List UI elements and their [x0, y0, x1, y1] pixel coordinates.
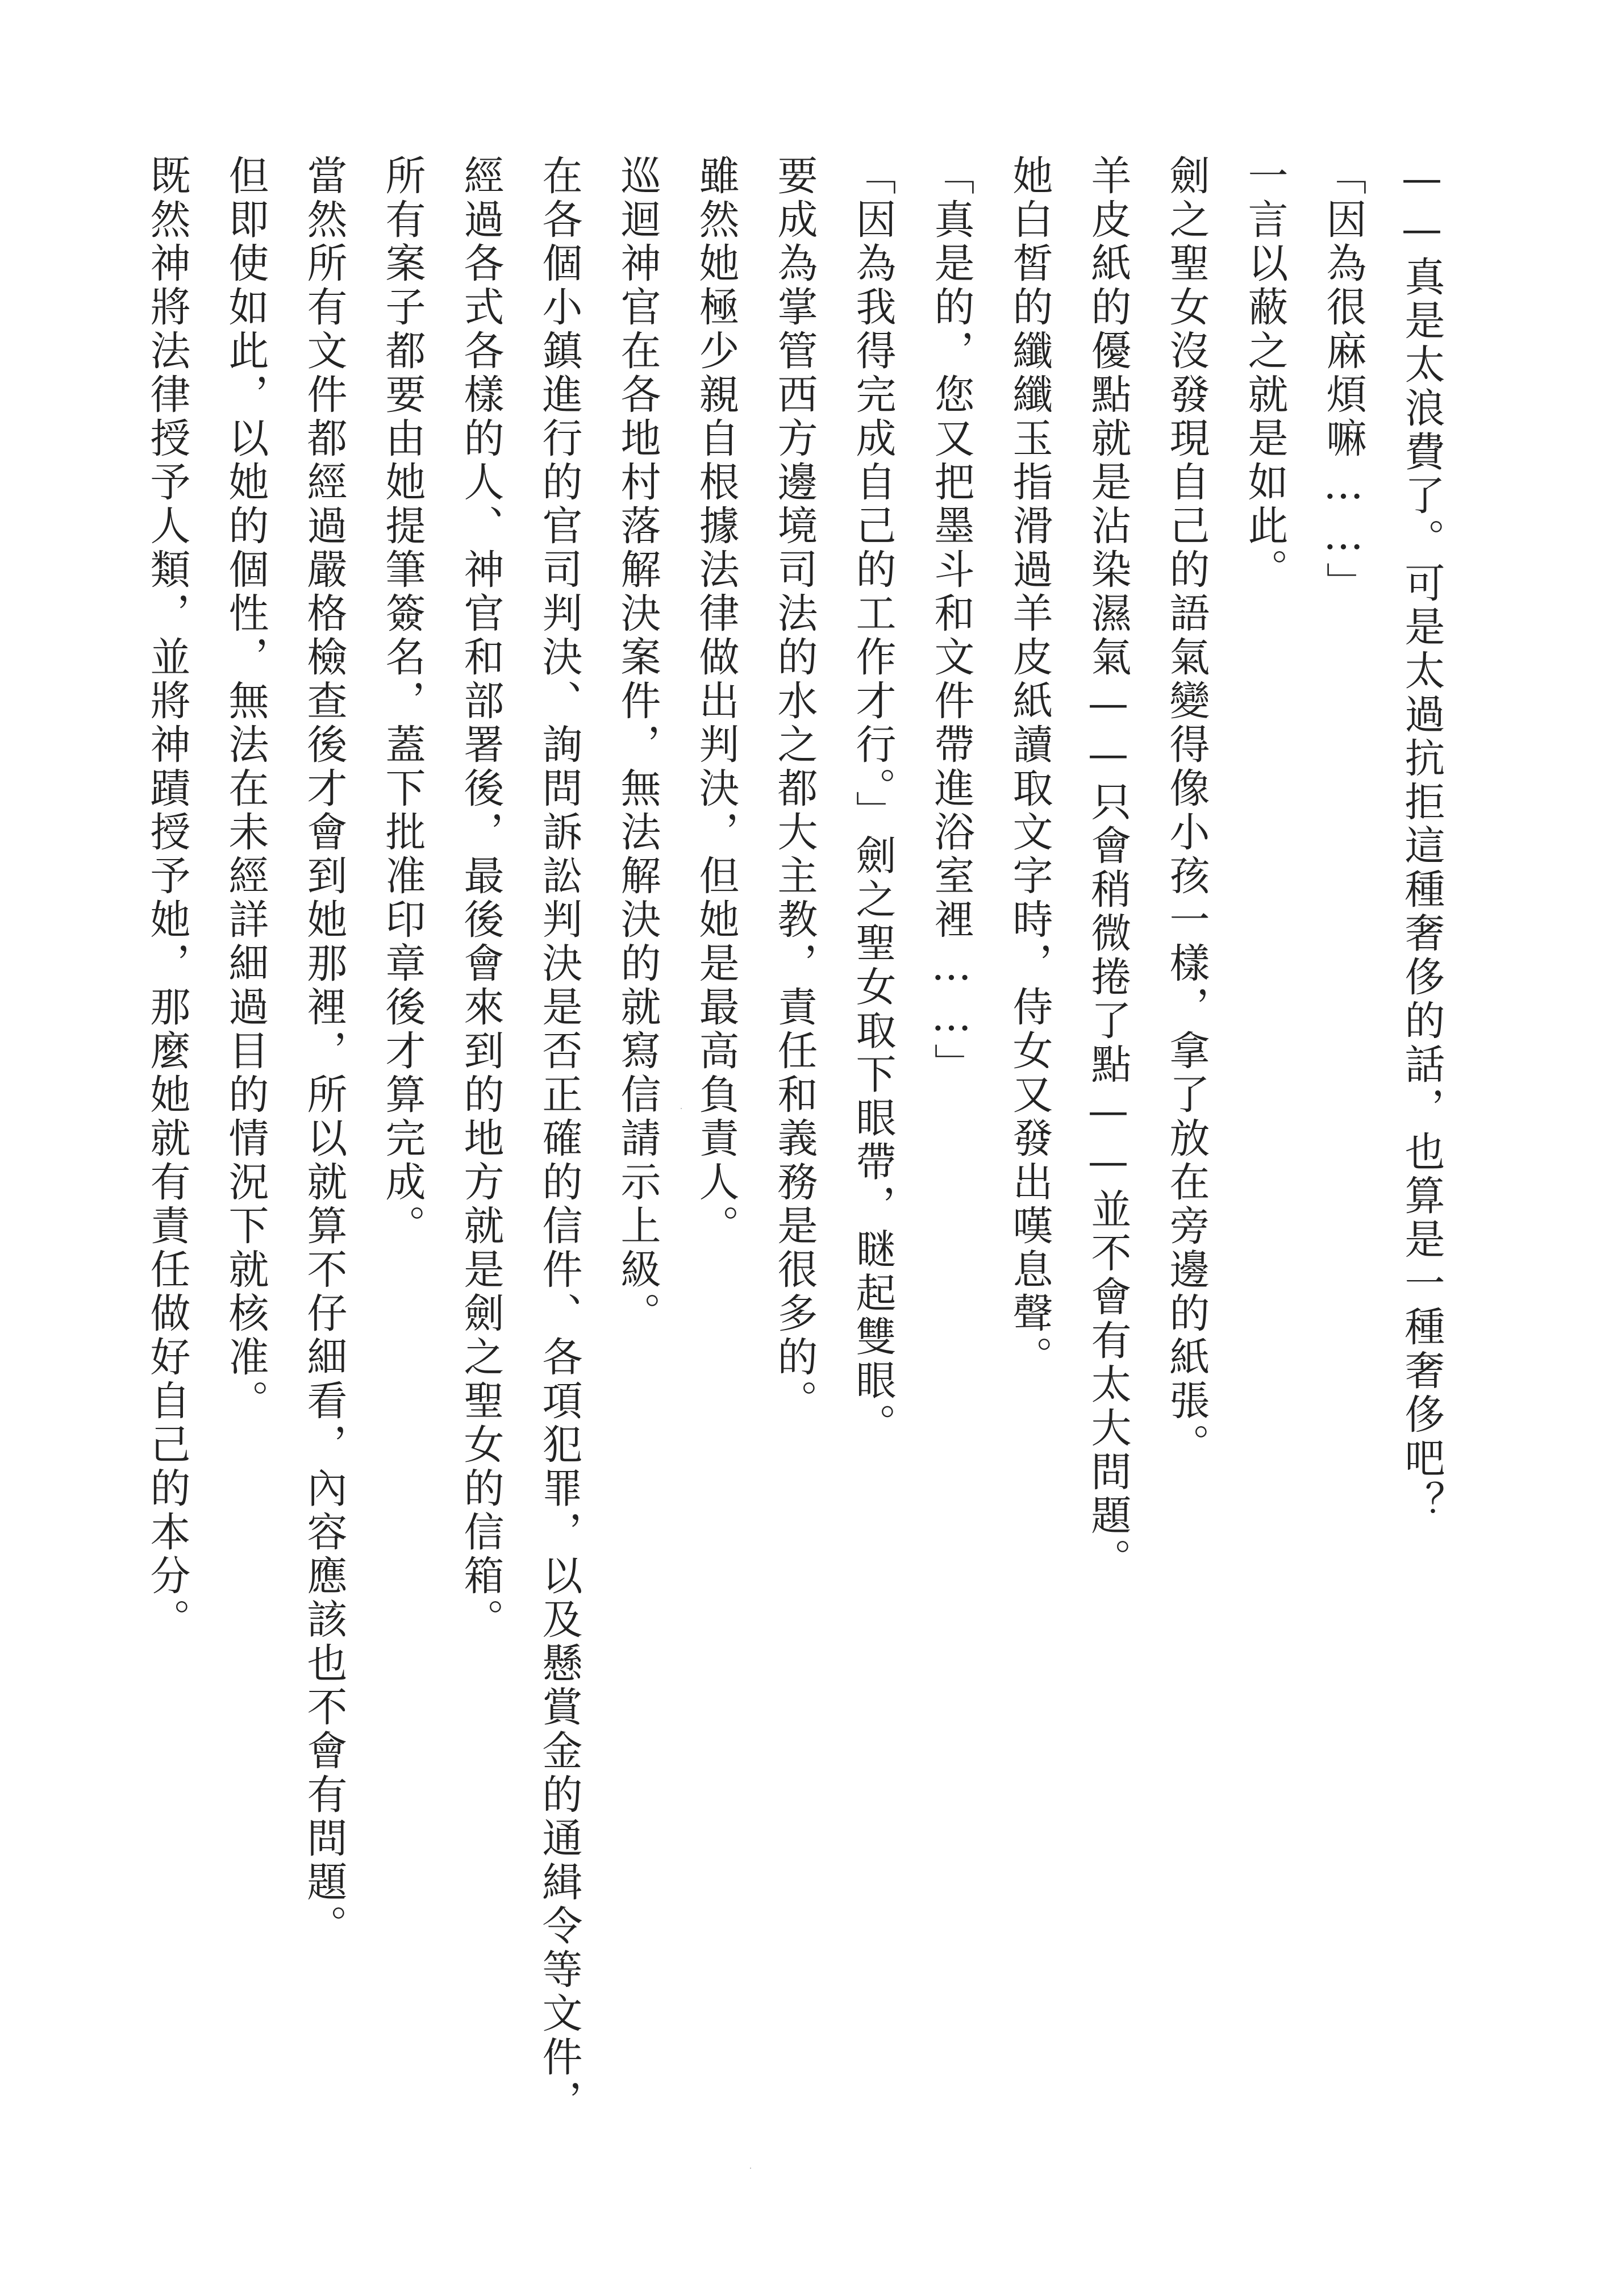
text-line-14: 所有案子都要由她提筆簽名，蓋下批准印章後才算完成。: [379, 155, 426, 1248]
vertical-text-body: [128, 155, 1461, 2143]
text-line-11: 巡迴神官在各地村落解決案件，無法解決的就寫信請示上級。: [614, 155, 661, 1336]
text-line-8: 「因為我得完成自己的工作才行。」劍之聖女取下眼帶，瞇起雙眼。: [849, 155, 897, 1447]
text-line-1: ——真是太浪費了。可是太過抗拒這種奢侈的話，也算是一種奢侈吧？: [1398, 155, 1445, 1524]
text-line-13: 經過各式各樣的人、神官和部署後，最後會來到的地方就是劍之聖女的信箱。: [457, 155, 505, 1642]
scan-artifact: [681, 1108, 682, 1109]
text-line-10: 雖然她極少親自根據法律做出判決，但她是最高負責人。: [693, 155, 740, 1248]
text-line-3: 一言以蔽之就是如此。: [1241, 155, 1289, 592]
text-line-16: 但即使如此，以她的個性，無法在未經詳細過目的情況下就核准。: [222, 155, 269, 1423]
text-line-12: 在各個小鎮進行的官司判決、詢問訴訟判決是否正確的信件、各項犯罪，以及懸賞金的通緝令等文件，: [536, 155, 583, 2123]
text-line-9: 要成為掌管西方邊境司法的水之都大主教，責任和義務是很多的。: [771, 155, 818, 1423]
scan-artifact: [750, 2168, 751, 2169]
text-line-17: 既然神將法律授予人類，並將神蹟授予她，那麼她就有責任做好自己的本分。: [144, 155, 191, 1642]
text-line-15: 當然所有文件都經過嚴格檢查後才會到她那裡，所以就算不仔細看，內容應該也不會有問題。: [301, 155, 348, 1948]
text-line-4: 劍之聖女沒發現自己的語氣變得像小孩一樣，拿了放在旁邊的紙張。: [1163, 155, 1210, 1467]
text-line-5: 羊皮紙的優點就是沾染濕氣——只會稍微捲了點——並不會有太大問題。: [1085, 155, 1132, 1582]
text-line-7: 「真是的，您又把墨斗和文件帶進浴室裡……」: [928, 155, 975, 1087]
text-line-2: 「因為很麻煩嘛……」: [1320, 155, 1367, 606]
text-line-6: 她白皙的纖纖玉指滑過羊皮紙讀取文字時，侍女又發出嘆息聲。: [1006, 155, 1053, 1380]
